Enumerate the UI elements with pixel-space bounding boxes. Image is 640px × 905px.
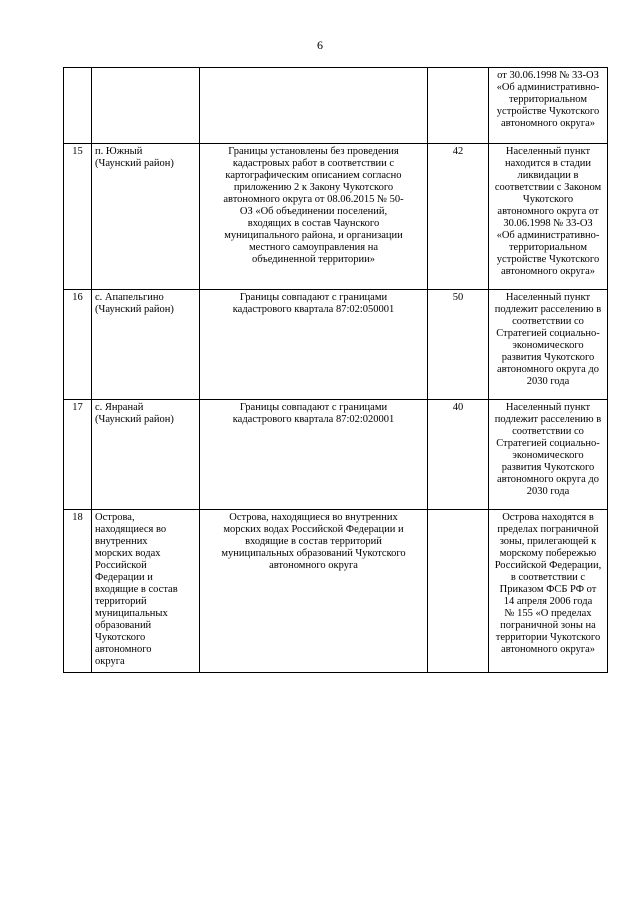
status-note-line: «Об административно-	[496, 82, 600, 93]
status-note-line: автономного округа до	[496, 474, 600, 485]
table-row	[64, 290, 608, 400]
row-number: 17	[64, 400, 92, 510]
status-note	[489, 144, 608, 290]
settlement-name-line: морских водах	[95, 548, 161, 559]
status-note-line: Стратегией социально-	[496, 438, 600, 449]
status-note-line: соответствии с Законом	[494, 182, 602, 193]
table-row	[64, 144, 608, 290]
settlement-name-line: Российской	[95, 560, 147, 571]
settlement-name-line: находящиеся во	[95, 524, 167, 535]
status-note-line: Населенный пункт	[505, 402, 591, 413]
boundary-description-line: Острова, находящиеся во внутренних	[229, 512, 398, 523]
status-note-line: подлежит расселению в	[494, 414, 602, 425]
boundary-description-line: муниципального района, и организации	[224, 230, 403, 241]
boundary-description-line: Границы совпадают с границами	[239, 292, 388, 303]
status-note-line: территориальном	[508, 242, 588, 253]
status-note-line: пределах пограничной	[497, 524, 599, 535]
settlement-name-line: образований	[95, 620, 152, 631]
status-note-line: автономного округа до	[496, 364, 600, 375]
table-row	[64, 510, 608, 673]
boundary-description-line: картографическим описанием согласно	[225, 170, 402, 181]
status-note-line: 2030 года	[526, 486, 570, 497]
page-number: 6	[317, 38, 323, 52]
boundary-description-line: автономного округа от 08.06.2015 № 50-	[223, 194, 404, 205]
boundary-description-line: кадастровых работ в соответствии с	[232, 158, 395, 169]
boundary-description	[200, 290, 428, 400]
settlement-name	[92, 510, 200, 673]
status-note-line: Стратегией социально-	[496, 328, 600, 339]
status-note-line: в соответствии с	[510, 572, 586, 583]
settlement-name-line: (Чаунский район)	[95, 304, 174, 315]
boundary-description	[200, 510, 428, 673]
boundary-description-line: Границы совпадают с границами	[239, 402, 388, 413]
settlement-name-line: Федерации и	[95, 572, 153, 583]
boundary-description-line: входящих в состав Чаунского	[247, 218, 380, 229]
status-note-line: соответствии со	[512, 316, 584, 327]
status-note-line: от 30.06.1998 № 33-ОЗ	[497, 70, 599, 81]
boundary-description	[200, 68, 428, 144]
status-note	[489, 510, 608, 673]
status-note-line: развития Чукотского	[501, 352, 595, 363]
boundary-description	[200, 400, 428, 510]
status-note-line: Острова находятся в	[502, 512, 594, 523]
area-value: 50	[428, 290, 489, 400]
status-note-line: экономического	[512, 340, 584, 351]
settlement-name-line: внутренних	[95, 536, 148, 547]
status-note-line: Чукотского	[522, 194, 574, 205]
boundary-description-line: муниципальных образований Чукотского	[221, 548, 406, 559]
status-note-line: 14 апреля 2006 года	[503, 596, 593, 607]
area-value: 40	[428, 400, 489, 510]
status-note-line: устройстве Чукотского	[496, 254, 600, 265]
status-note-line: 2030 года	[526, 376, 570, 387]
boundary-description-line: входящие в состав территорий	[245, 536, 382, 547]
status-note-line: Населенный пункт	[505, 146, 591, 157]
area-value	[428, 510, 489, 673]
boundary-description-line: ОЗ «Об объединении поселений,	[239, 206, 388, 217]
settlement-name	[92, 68, 200, 144]
status-note-line: развития Чукотского	[501, 462, 595, 473]
status-note-line: находится в стадии	[504, 158, 592, 169]
status-note-line: Населенный пункт	[505, 292, 591, 303]
status-note-line: 30.06.1998 № 33-ОЗ	[503, 218, 593, 229]
status-note-line: подлежит расселению в	[494, 304, 602, 315]
settlement-name	[92, 144, 200, 290]
status-note-line: автономного округа»	[500, 118, 596, 129]
status-note-line: территории Чукотского	[495, 632, 601, 643]
boundary-description-line: местного самоуправления на	[248, 242, 379, 253]
settlement-name-line: Чукотского	[95, 632, 146, 643]
status-note	[489, 290, 608, 400]
status-note-line: устройстве Чукотского	[496, 106, 600, 117]
status-note-line: автономного округа от	[497, 206, 599, 217]
settlement-name-line: (Чаунский район)	[95, 158, 174, 169]
table-row	[64, 400, 608, 510]
settlement-name-line: муниципальных	[95, 608, 168, 619]
settlement-name-line: с. Апапельгино	[95, 292, 164, 303]
row-number: 16	[64, 290, 92, 400]
row-number	[64, 68, 92, 144]
settlement-name-line: входящие в состав	[95, 584, 178, 595]
boundary-description-line: приложению 2 к Закону Чукотского	[233, 182, 394, 193]
settlement-name-line: автономного	[95, 644, 152, 655]
status-note-line: автономного округа»	[500, 644, 596, 655]
settlement-name-line: Острова,	[95, 512, 135, 523]
settlement-name	[92, 400, 200, 510]
settlement-name	[92, 290, 200, 400]
status-note-line: территориальном	[508, 94, 588, 105]
status-note-line: морскому побережью	[499, 548, 597, 559]
row-number: 15	[64, 144, 92, 290]
status-note-line: экономического	[512, 450, 584, 461]
settlement-name-line: (Чаунский район)	[95, 414, 174, 425]
boundary-description-line: кадастрового квартала 87:02:050001	[232, 304, 395, 315]
settlement-name-line: п. Южный	[95, 146, 143, 157]
area-value: 42	[428, 144, 489, 290]
settlements-table	[63, 67, 608, 673]
status-note	[489, 400, 608, 510]
status-note-line: Приказом ФСБ РФ от	[499, 584, 597, 595]
status-note-line: автономного округа»	[500, 266, 596, 277]
settlement-name-line: с. Янранай	[95, 402, 144, 413]
boundary-description-line: объединенной территории»	[251, 254, 376, 265]
status-note-line: № 155 «О пределах	[504, 608, 592, 619]
boundary-description	[200, 144, 428, 290]
table-row	[64, 68, 608, 144]
status-note-line: пограничной зоны на	[500, 620, 596, 631]
status-note-line: соответствии со	[512, 426, 584, 437]
boundary-description-line: морских водах Российской Федерации и	[223, 524, 404, 535]
settlement-name-line: территорий	[95, 596, 147, 607]
boundary-description-line: автономного округа	[269, 560, 358, 571]
boundary-description-line: Границы установлены без проведения	[228, 146, 399, 157]
status-note-line: зоны, прилегающей к	[499, 536, 597, 547]
status-note-line: ликвидации в	[517, 170, 579, 181]
settlement-name-line: округа	[95, 656, 125, 667]
status-note-line: «Об административно-	[496, 230, 600, 241]
row-number: 18	[64, 510, 92, 673]
area-value	[428, 68, 489, 144]
status-note	[489, 68, 608, 144]
boundary-description-line: кадастрового квартала 87:02:020001	[232, 414, 395, 425]
status-note-line: Российской Федерации,	[494, 560, 602, 571]
